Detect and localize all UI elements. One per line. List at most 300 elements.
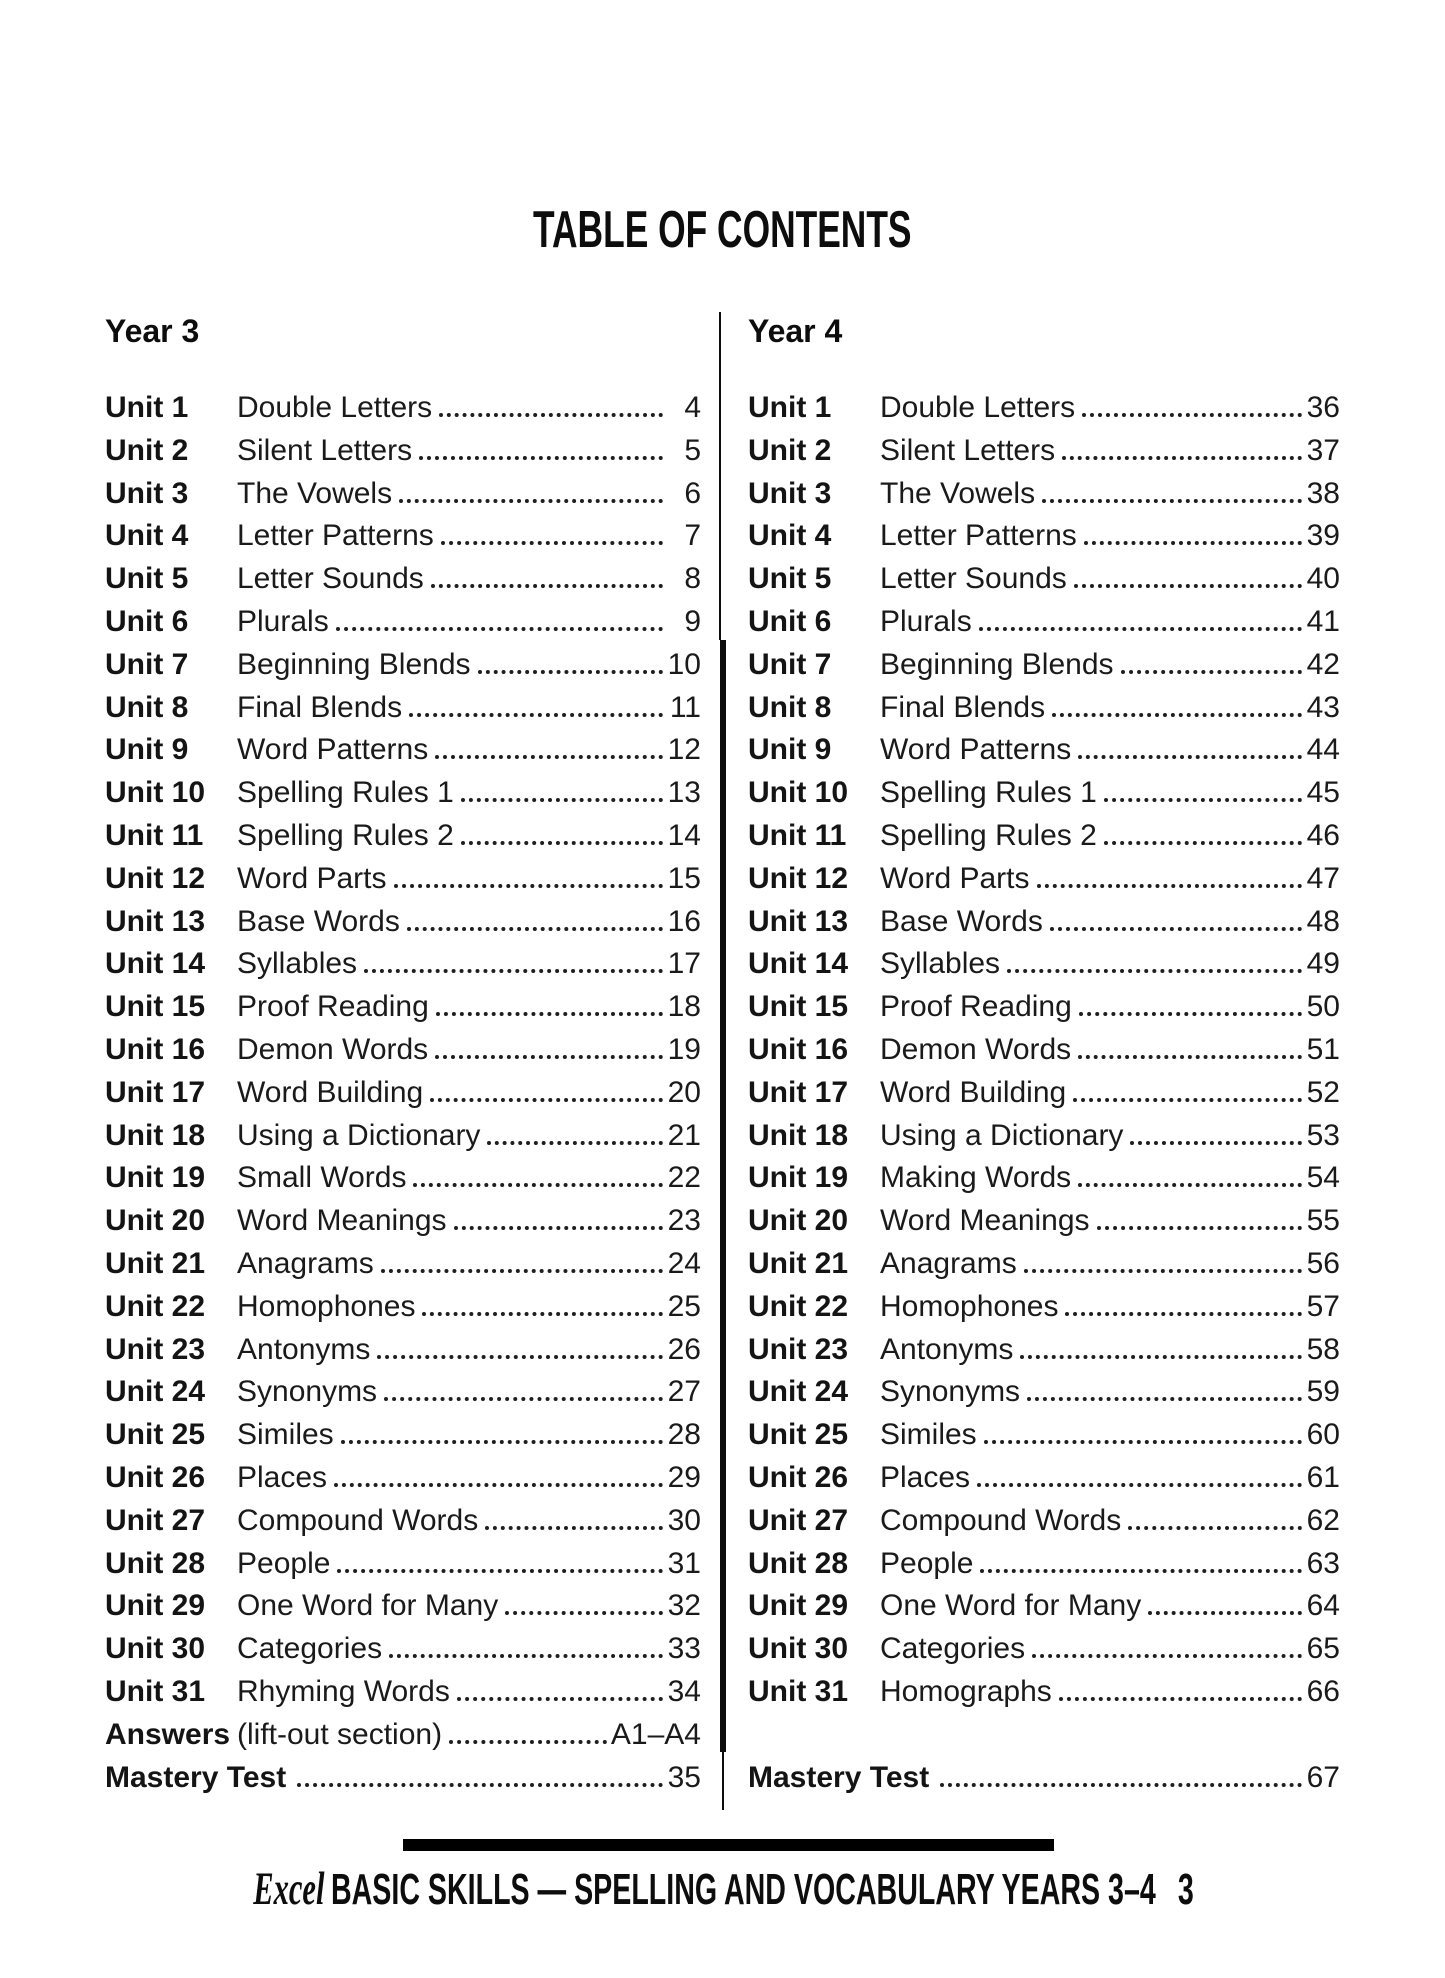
entry-label: Unit 21 xyxy=(748,1246,849,1280)
dot-leader xyxy=(336,627,663,631)
entry-page-number: 38 xyxy=(1306,476,1340,510)
entry-label: Mastery Test xyxy=(105,1760,287,1794)
entry-label: Unit 25 xyxy=(105,1418,206,1452)
dot-leader xyxy=(1074,584,1302,588)
toc-entry-row xyxy=(748,862,1340,905)
entry-label: Unit 29 xyxy=(105,1589,206,1623)
entry-title: Word Building xyxy=(237,1075,424,1109)
dot-leader xyxy=(337,1569,663,1573)
toc-entry-row xyxy=(748,819,1340,862)
dot-leader xyxy=(1073,1098,1302,1102)
entry-label: Unit 22 xyxy=(105,1289,206,1323)
entry-label: Unit 13 xyxy=(105,904,206,938)
entry-page-number: 27 xyxy=(667,1375,701,1409)
toc-entry-row xyxy=(105,1290,701,1333)
entry-label: Unit 27 xyxy=(748,1503,849,1537)
entry-label: Unit 3 xyxy=(748,476,832,510)
entry-label: Unit 13 xyxy=(748,904,849,938)
entry-page-number: 33 xyxy=(667,1632,701,1666)
entry-label: Unit 5 xyxy=(105,562,189,596)
entry-title: Base Words xyxy=(237,904,400,938)
entry-label: Unit 25 xyxy=(748,1418,849,1452)
dot-leader xyxy=(1059,1697,1302,1701)
entry-label: Unit 15 xyxy=(748,990,849,1024)
entry-page-number: 61 xyxy=(1306,1460,1340,1494)
entry-title: Demon Words xyxy=(237,1032,429,1066)
entry-page-number: 59 xyxy=(1306,1375,1340,1409)
entry-page-number: A1–A4 xyxy=(610,1717,701,1751)
toc-entry-row xyxy=(748,776,1340,819)
entry-page-number: 48 xyxy=(1306,904,1340,938)
toc-entry-row xyxy=(105,648,701,691)
entry-page-number: 31 xyxy=(667,1546,701,1580)
entry-label: Unit 28 xyxy=(105,1546,206,1580)
dot-leader xyxy=(1052,713,1302,717)
entry-title: Double Letters xyxy=(237,391,433,424)
toc-entry-row xyxy=(105,1547,701,1590)
entry-page-number: 18 xyxy=(667,990,701,1024)
entry-title: Places xyxy=(880,1460,971,1494)
dot-leader xyxy=(377,1355,663,1359)
entry-title: Demon Words xyxy=(880,1032,1072,1066)
entry-label: Unit 14 xyxy=(105,947,206,981)
entry-page-number: 37 xyxy=(1306,433,1340,467)
toc-entry-row xyxy=(105,1461,701,1504)
entry-label: Unit 5 xyxy=(748,562,832,596)
dot-leader xyxy=(419,456,663,460)
dot-leader xyxy=(1130,1141,1302,1145)
toc-entry-row xyxy=(748,1119,1340,1162)
entry-label: Unit 2 xyxy=(105,433,189,467)
page-title-wrap xyxy=(0,200,1445,260)
entry-label: Unit 31 xyxy=(105,1674,206,1708)
toc-entry-row xyxy=(748,1761,1340,1804)
entry-label: Unit 23 xyxy=(105,1332,206,1366)
entry-page-number: 49 xyxy=(1306,947,1340,981)
entry-page-number: 20 xyxy=(667,1075,701,1109)
toc-entry-row xyxy=(105,605,701,648)
dot-leader xyxy=(1027,1397,1302,1401)
entry-label: Unit 7 xyxy=(105,647,189,681)
entry-title: Places xyxy=(237,1460,328,1494)
entry-label: Unit 28 xyxy=(748,1546,849,1580)
entry-page-number: 66 xyxy=(1306,1674,1340,1708)
entry-label: Unit 8 xyxy=(105,690,189,724)
footer-series-title: BASIC SKILLS — SPELLING AND VOCABULARY YEARS 3–4 xyxy=(330,1865,1156,1914)
dot-leader xyxy=(1037,884,1303,888)
dot-leader xyxy=(435,755,663,759)
entry-title: Small Words xyxy=(237,1161,407,1195)
entry-label: Unit 11 xyxy=(105,818,204,852)
entry-label: Unit 6 xyxy=(105,604,189,638)
toc-entry-row xyxy=(105,733,701,776)
entry-page-number: 23 xyxy=(667,1204,701,1238)
entry-page-number: 34 xyxy=(667,1674,701,1708)
toc-entry-row xyxy=(748,733,1340,776)
entry-page-number: 15 xyxy=(667,861,701,895)
dot-leader xyxy=(384,1397,663,1401)
entry-page-number: 58 xyxy=(1306,1332,1340,1366)
toc-entry-row xyxy=(105,1375,701,1418)
entry-title: Beginning Blends xyxy=(237,647,471,681)
dot-leader xyxy=(1065,1312,1302,1316)
entry-label: Unit 15 xyxy=(105,990,206,1024)
entry-label: Unit 3 xyxy=(105,476,189,510)
entry-title: Base Words xyxy=(880,904,1043,938)
dot-leader xyxy=(449,1740,607,1744)
toc-entry-row xyxy=(748,1033,1340,1076)
dot-leader xyxy=(1007,969,1302,973)
entry-title: Word Building xyxy=(880,1075,1067,1109)
entry-title: Silent Letters xyxy=(880,433,1056,467)
entry-label: Unit 29 xyxy=(748,1589,849,1623)
toc-entry-row xyxy=(105,562,701,605)
entry-title: Letter Patterns xyxy=(880,519,1077,553)
entry-title: Similes xyxy=(237,1418,334,1452)
entry-page-number: 44 xyxy=(1306,733,1340,767)
entry-title: Word Patterns xyxy=(237,733,429,767)
year3-entry-list xyxy=(105,391,701,1803)
dot-leader xyxy=(980,1569,1302,1573)
entry-title: Word Meanings xyxy=(237,1204,447,1238)
toc-entry-row xyxy=(748,1418,1340,1461)
toc-entry-row xyxy=(105,1632,701,1675)
entry-title: Spelling Rules 2 xyxy=(880,818,1097,852)
entry-title: Anagrams xyxy=(237,1246,374,1280)
toc-entry-row xyxy=(105,1589,701,1632)
footer xyxy=(0,1862,1445,1916)
entry-page-number: 46 xyxy=(1306,818,1340,852)
toc-entry-row xyxy=(105,1504,701,1547)
entry-title: Proof Reading xyxy=(880,990,1072,1024)
dot-leader xyxy=(1084,541,1302,545)
toc-entry-row xyxy=(105,1161,701,1204)
dot-leader xyxy=(364,969,663,973)
entry-label: Unit 17 xyxy=(748,1075,849,1109)
entry-label: Unit 20 xyxy=(105,1204,206,1238)
toc-entry-row xyxy=(105,1333,701,1376)
toc-entry-row xyxy=(105,776,701,819)
toc-entry-row xyxy=(748,391,1340,434)
toc-entry-row xyxy=(748,434,1340,477)
dot-leader xyxy=(441,541,663,545)
entry-page-number: 56 xyxy=(1306,1246,1340,1280)
entry-title: Word Parts xyxy=(880,861,1030,895)
entry-page-number: 53 xyxy=(1306,1118,1340,1152)
entry-title: Categories xyxy=(880,1632,1026,1666)
entry-label: Unit 30 xyxy=(105,1632,206,1666)
entry-title: The Vowels xyxy=(237,476,393,510)
year4-column xyxy=(748,313,1340,1803)
entry-label: Unit 4 xyxy=(748,519,832,553)
toc-entry-row xyxy=(748,1461,1340,1504)
entry-title: Letter Sounds xyxy=(237,562,424,596)
dot-leader xyxy=(454,1226,663,1230)
entry-page-number: 63 xyxy=(1306,1546,1340,1580)
entry-page-number: 17 xyxy=(667,947,701,981)
toc-entry-row xyxy=(748,562,1340,605)
toc-entry-row xyxy=(105,1675,701,1718)
dot-leader xyxy=(436,1012,663,1016)
entry-title: Word Parts xyxy=(237,861,387,895)
toc-entry-row xyxy=(748,1247,1340,1290)
column-divider-thin-bottom xyxy=(722,1752,724,1810)
entry-label: Unit 10 xyxy=(105,776,206,810)
entry-page-number: 21 xyxy=(667,1118,701,1152)
entry-label: Unit 27 xyxy=(105,1503,206,1537)
entry-label: Unit 26 xyxy=(748,1460,849,1494)
toc-entry-row xyxy=(748,1375,1340,1418)
entry-title: Using a Dictionary xyxy=(237,1118,481,1152)
entry-label: Unit 6 xyxy=(748,604,832,638)
entry-title: Rhyming Words xyxy=(237,1674,450,1708)
dot-leader xyxy=(1104,841,1302,845)
entry-label: Unit 23 xyxy=(748,1332,849,1366)
entry-title: Silent Letters xyxy=(237,433,413,467)
entry-title: Making Words xyxy=(880,1161,1072,1195)
entry-page-number: 55 xyxy=(1306,1204,1340,1238)
toc-entry-row xyxy=(105,519,701,562)
entry-page-number: 35 xyxy=(667,1760,701,1794)
entry-title: People xyxy=(880,1546,974,1580)
entry-label: Unit 12 xyxy=(748,861,849,895)
entry-page-number: 22 xyxy=(667,1161,701,1195)
entry-page-number: 40 xyxy=(1306,562,1340,596)
entry-label: Unit 11 xyxy=(748,818,847,852)
dot-leader xyxy=(979,627,1302,631)
entry-label: Unit 22 xyxy=(748,1289,849,1323)
entry-page-number: 57 xyxy=(1306,1289,1340,1323)
dot-leader xyxy=(461,841,663,845)
entry-title: One Word for Many xyxy=(237,1589,499,1623)
toc-entry-row xyxy=(748,691,1340,734)
toc-entry-row xyxy=(748,1290,1340,1333)
dot-leader xyxy=(439,413,663,417)
dot-leader xyxy=(407,927,663,931)
entry-label: Unit 14 xyxy=(748,947,849,981)
entry-title: Antonyms xyxy=(880,1332,1014,1366)
dot-leader xyxy=(381,1269,663,1273)
entry-page-number: 45 xyxy=(1306,776,1340,810)
dot-leader xyxy=(1078,1183,1302,1187)
dot-leader xyxy=(1104,798,1302,802)
entry-title: Categories xyxy=(237,1632,383,1666)
dot-leader xyxy=(940,1783,1302,1787)
entry-title: The Vowels xyxy=(880,476,1036,510)
toc-entry-row xyxy=(748,1632,1340,1675)
dot-leader xyxy=(1097,1226,1302,1230)
entry-label: Unit 19 xyxy=(748,1161,849,1195)
dot-leader xyxy=(334,1483,663,1487)
entry-title: Letter Sounds xyxy=(880,562,1067,596)
toc-entry-row xyxy=(748,1589,1340,1632)
entry-page-number: 13 xyxy=(667,776,701,810)
entry-title: Homophones xyxy=(880,1289,1059,1323)
entry-page-number: 14 xyxy=(667,818,701,852)
entry-title: Syllables xyxy=(880,947,1001,981)
entry-label: Unit 8 xyxy=(748,690,832,724)
entry-page-number: 12 xyxy=(667,733,701,767)
entry-label: Unit 17 xyxy=(105,1075,206,1109)
entry-title: Homophones xyxy=(237,1289,416,1323)
toc-entry-row xyxy=(105,1119,701,1162)
entry-page-number: 52 xyxy=(1306,1075,1340,1109)
entry-label: Unit 31 xyxy=(748,1674,849,1708)
entry-title: Spelling Rules 1 xyxy=(237,776,454,810)
entry-title: Compound Words xyxy=(237,1503,479,1537)
toc-entry-row xyxy=(105,1076,701,1119)
toc-entry-row xyxy=(748,990,1340,1033)
toc-entry-row xyxy=(748,605,1340,648)
entry-page-number: 64 xyxy=(1306,1589,1340,1623)
toc-entry-row xyxy=(105,819,701,862)
dot-leader xyxy=(422,1312,663,1316)
dot-leader xyxy=(1062,456,1302,460)
footer-rule-bar xyxy=(403,1839,1054,1851)
toc-entry-row xyxy=(105,391,701,434)
toc-entry-row xyxy=(748,1076,1340,1119)
toc-entry-row xyxy=(748,477,1340,520)
entry-title: Syllables xyxy=(237,947,358,981)
dot-leader xyxy=(505,1611,663,1615)
entry-title: Antonyms xyxy=(237,1332,371,1366)
toc-entry-row xyxy=(105,477,701,520)
dot-leader xyxy=(461,798,663,802)
dot-leader xyxy=(389,1654,663,1658)
entry-label: Unit 18 xyxy=(105,1118,206,1152)
toc-entry-row xyxy=(748,1333,1340,1376)
entry-page-number: 28 xyxy=(667,1418,701,1452)
entry-title: Double Letters xyxy=(880,391,1076,424)
entry-label: Unit 18 xyxy=(748,1118,849,1152)
dot-leader xyxy=(485,1526,663,1530)
entry-title: Similes xyxy=(880,1418,977,1452)
dot-leader xyxy=(1032,1654,1302,1658)
dot-leader xyxy=(435,1055,663,1059)
page-title: TABLE OF CONTENTS xyxy=(533,201,912,259)
entry-title: Final Blends xyxy=(880,690,1046,724)
entry-label: Unit 12 xyxy=(105,861,206,895)
year3-heading: Year 3 xyxy=(105,313,200,349)
entry-page-number: 29 xyxy=(667,1460,701,1494)
entry-page-number: 11 xyxy=(669,690,701,724)
entry-title: Spelling Rules 2 xyxy=(237,818,454,852)
dot-leader xyxy=(1020,1355,1302,1359)
entry-title: Using a Dictionary xyxy=(880,1118,1124,1152)
toc-entry-row xyxy=(748,1204,1340,1247)
entry-title: (lift-out section) xyxy=(237,1717,443,1751)
dot-leader xyxy=(1082,413,1302,417)
entry-title: Synonyms xyxy=(880,1375,1021,1409)
toc-entry-row xyxy=(748,1504,1340,1547)
entry-page-number: 9 xyxy=(684,604,701,638)
dot-leader xyxy=(297,1783,663,1787)
entry-title: People xyxy=(237,1546,331,1580)
entry-page-number: 24 xyxy=(667,1246,701,1280)
toc-entry-row xyxy=(748,648,1340,691)
entry-label: Unit 26 xyxy=(105,1460,206,1494)
entry-page-number: 67 xyxy=(1306,1760,1340,1794)
toc-entry-row xyxy=(105,1033,701,1076)
dot-leader xyxy=(1078,755,1302,759)
entry-page-number: 41 xyxy=(1306,604,1340,638)
entry-title: Homographs xyxy=(880,1674,1052,1708)
toc-entry-row xyxy=(105,1761,701,1804)
toc-entry-row xyxy=(105,1204,701,1247)
toc-entry-row xyxy=(748,905,1340,948)
dot-leader xyxy=(399,499,663,503)
entry-page-number: 8 xyxy=(684,562,701,596)
entry-label: Unit 16 xyxy=(105,1032,206,1066)
entry-page-number: 25 xyxy=(667,1289,701,1323)
entry-page-number: 51 xyxy=(1306,1032,1340,1066)
year3-column xyxy=(105,313,701,1803)
dot-leader xyxy=(409,713,663,717)
dot-leader xyxy=(1148,1611,1302,1615)
entry-page-number: 7 xyxy=(684,519,701,553)
footer-brand: Excel xyxy=(253,1863,325,1915)
dot-leader xyxy=(1121,670,1302,674)
dot-leader xyxy=(487,1141,663,1145)
year4-heading: Year 4 xyxy=(748,313,843,349)
column-divider-thick xyxy=(720,640,726,1752)
toc-entry-row xyxy=(748,1547,1340,1590)
dot-leader xyxy=(478,670,663,674)
toc-entry-row xyxy=(105,1418,701,1461)
entry-label: Unit 2 xyxy=(748,433,832,467)
entry-title: Letter Patterns xyxy=(237,519,434,553)
entry-page-number: 39 xyxy=(1306,519,1340,553)
entry-label: Unit 1 xyxy=(748,391,832,424)
dot-leader xyxy=(431,584,663,588)
dot-leader xyxy=(457,1697,663,1701)
entry-title: Anagrams xyxy=(880,1246,1017,1280)
toc-entry-row xyxy=(748,1718,1340,1761)
entry-label: Unit 24 xyxy=(748,1375,849,1409)
entry-page-number: 62 xyxy=(1306,1503,1340,1537)
entry-title: Plurals xyxy=(880,604,972,638)
entry-page-number: 54 xyxy=(1306,1161,1340,1195)
entry-page-number: 36 xyxy=(1306,391,1340,424)
dot-leader xyxy=(1079,1012,1302,1016)
entry-label: Unit 30 xyxy=(748,1632,849,1666)
column-divider-thin-top xyxy=(719,312,721,640)
entry-page-number: 16 xyxy=(667,904,701,938)
entry-title: Spelling Rules 1 xyxy=(880,776,1097,810)
entry-page-number: 32 xyxy=(667,1589,701,1623)
entry-page-number: 30 xyxy=(667,1503,701,1537)
entry-label: Unit 4 xyxy=(105,519,189,553)
dot-leader xyxy=(341,1440,663,1444)
entry-label: Mastery Test xyxy=(748,1760,930,1794)
toc-entry-row xyxy=(105,691,701,734)
entry-page-number: 60 xyxy=(1306,1418,1340,1452)
entry-page-number: 5 xyxy=(684,433,701,467)
entry-title: Proof Reading xyxy=(237,990,429,1024)
toc-entry-row xyxy=(748,947,1340,990)
entry-title: Compound Words xyxy=(880,1503,1122,1537)
entry-title: Plurals xyxy=(237,604,329,638)
footer-page-number: 3 xyxy=(1177,1865,1194,1914)
toc-entry-row xyxy=(105,434,701,477)
entry-page-number: 42 xyxy=(1306,647,1340,681)
entry-page-number: 26 xyxy=(667,1332,701,1366)
dot-leader xyxy=(1042,499,1302,503)
toc-entry-row xyxy=(105,905,701,948)
entry-title: One Word for Many xyxy=(880,1589,1142,1623)
toc-entry-row xyxy=(105,947,701,990)
toc-entry-row xyxy=(105,1718,701,1761)
